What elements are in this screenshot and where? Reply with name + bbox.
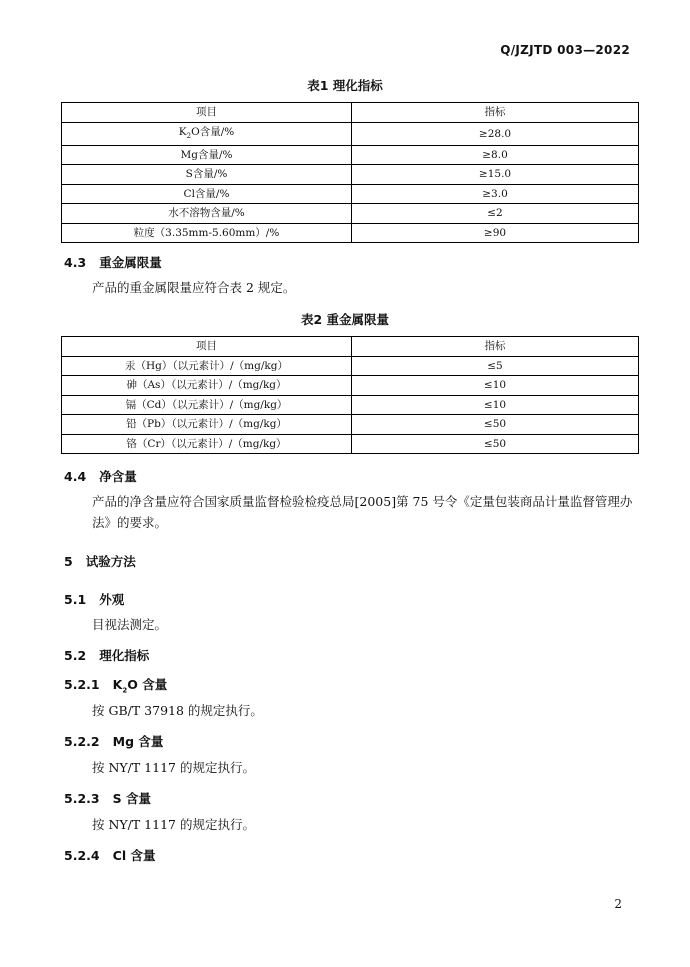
- table-cell-value: ≤50: [352, 434, 639, 454]
- section-number: 4.3: [64, 255, 87, 270]
- table-cell-value: ≥3.0: [352, 184, 639, 204]
- section-number: 5.2.3: [64, 791, 100, 806]
- table-row: [62, 223, 639, 243]
- column-header-item: 项目: [62, 337, 352, 357]
- paragraph-5-2-2: 按 NY/T 1117 的规定执行。: [92, 760, 255, 775]
- table2: [61, 336, 639, 454]
- table-cell-item: 汞（Hg）（以元素计）/（mg/kg）: [62, 356, 352, 376]
- section-heading-5-1: [64, 590, 124, 608]
- paragraph-5-2-3: 按 NY/T 1117 的规定执行。: [92, 817, 255, 832]
- table-cell-value: ≤5: [352, 356, 639, 376]
- table-row: [62, 165, 639, 185]
- table-header-row: [62, 103, 639, 123]
- table-cell-value: ≥8.0: [352, 145, 639, 165]
- paragraph-5-2-1: 按 GB/T 37918 的规定执行。: [92, 703, 263, 718]
- section-heading-5-2-4: [64, 846, 155, 864]
- section-heading-5-2: [64, 646, 149, 664]
- column-header-index: 指标: [352, 103, 639, 123]
- table-cell-value: ≤10: [352, 395, 639, 415]
- table-header-row: [62, 337, 639, 357]
- table-cell-value: ≥15.0: [352, 165, 639, 185]
- table-cell-item: Mg含量/%: [62, 145, 352, 165]
- table-cell-value: ≥28.0: [352, 122, 639, 145]
- section-heading-5-2-1: [64, 675, 167, 695]
- table-cell-item: 粒度（3.35mm-5.60mm）/%: [62, 223, 352, 243]
- document-code: Q/JZJTD 003—2022: [500, 43, 630, 57]
- table-row: [62, 122, 639, 145]
- table-cell-value: ≤50: [352, 415, 639, 435]
- section-title: Mg 含量: [112, 734, 164, 749]
- table-cell-item: Cl含量/%: [62, 184, 352, 204]
- section-heading-4-3: [64, 253, 162, 271]
- section-title: S 含量: [112, 791, 152, 806]
- section-title: 净含量: [99, 469, 137, 484]
- table-row: [62, 395, 639, 415]
- section-title: Cl 含量: [112, 848, 156, 863]
- table-cell-item: 镉（Cd）（以元素计）/（mg/kg）: [62, 395, 352, 415]
- table-row: [62, 204, 639, 224]
- section-title: $K_2O$ 含量: [112, 677, 168, 695]
- section-heading-5-2-2: [64, 732, 163, 750]
- section-heading-4-4: [64, 467, 137, 485]
- section-number: 5.1: [64, 592, 87, 607]
- column-header-item: 项目: [62, 103, 352, 123]
- table-cell-item: $K_2O$含量/%: [62, 122, 352, 145]
- paragraph-5-1: 目视法测定。: [92, 617, 168, 632]
- table1: [61, 102, 639, 243]
- section-number: 5: [64, 554, 73, 569]
- paragraph-4-3: 产品的重金属限量应符合表 2 规定。: [92, 280, 296, 295]
- section-number: 5.2.4: [64, 848, 100, 863]
- table-cell-item: 铬（Cr）（以元素计）/（mg/kg）: [62, 434, 352, 454]
- section-heading-5-2-3: [64, 789, 151, 807]
- table-cell-value: ≥90: [352, 223, 639, 243]
- section-title: 试验方法: [85, 554, 136, 569]
- table-row: [62, 356, 639, 376]
- table-cell-item: S含量/%: [62, 165, 352, 185]
- table-cell-item: 铅（Pb）（以元素计）/（mg/kg）: [62, 415, 352, 435]
- table1-title: 表1 理化指标: [307, 78, 383, 93]
- table-cell-value: ≤2: [352, 204, 639, 224]
- table-cell-item: 砷（As）（以元素计）/（mg/kg）: [62, 376, 352, 396]
- section-number: 5.2: [64, 648, 87, 663]
- table-cell-value: ≤10: [352, 376, 639, 396]
- table-cell-item: 水不溶物含量/%: [62, 204, 352, 224]
- column-header-index: 指标: [352, 337, 639, 357]
- table2-title: 表2 重金属限量: [300, 312, 390, 327]
- section-number: 5.2.1: [64, 677, 100, 692]
- table-row: [62, 434, 639, 454]
- paragraph-4-4: 产品的净含量应符合国家质量监督检验检疫总局[2005]第 75 号令《定量包装商品计量监督管理办法》的要求。: [92, 494, 633, 530]
- section-heading-5: [64, 552, 136, 570]
- section-title: 重金属限量: [99, 255, 162, 270]
- table-row: [62, 184, 639, 204]
- section-title: 外观: [99, 592, 125, 607]
- table-row: [62, 415, 639, 435]
- section-title: 理化指标: [99, 648, 150, 663]
- page-number: 2: [614, 897, 622, 911]
- table-row: [62, 376, 639, 396]
- section-number: 4.4: [64, 469, 87, 484]
- table-row: [62, 145, 639, 165]
- section-number: 5.2.2: [64, 734, 100, 749]
